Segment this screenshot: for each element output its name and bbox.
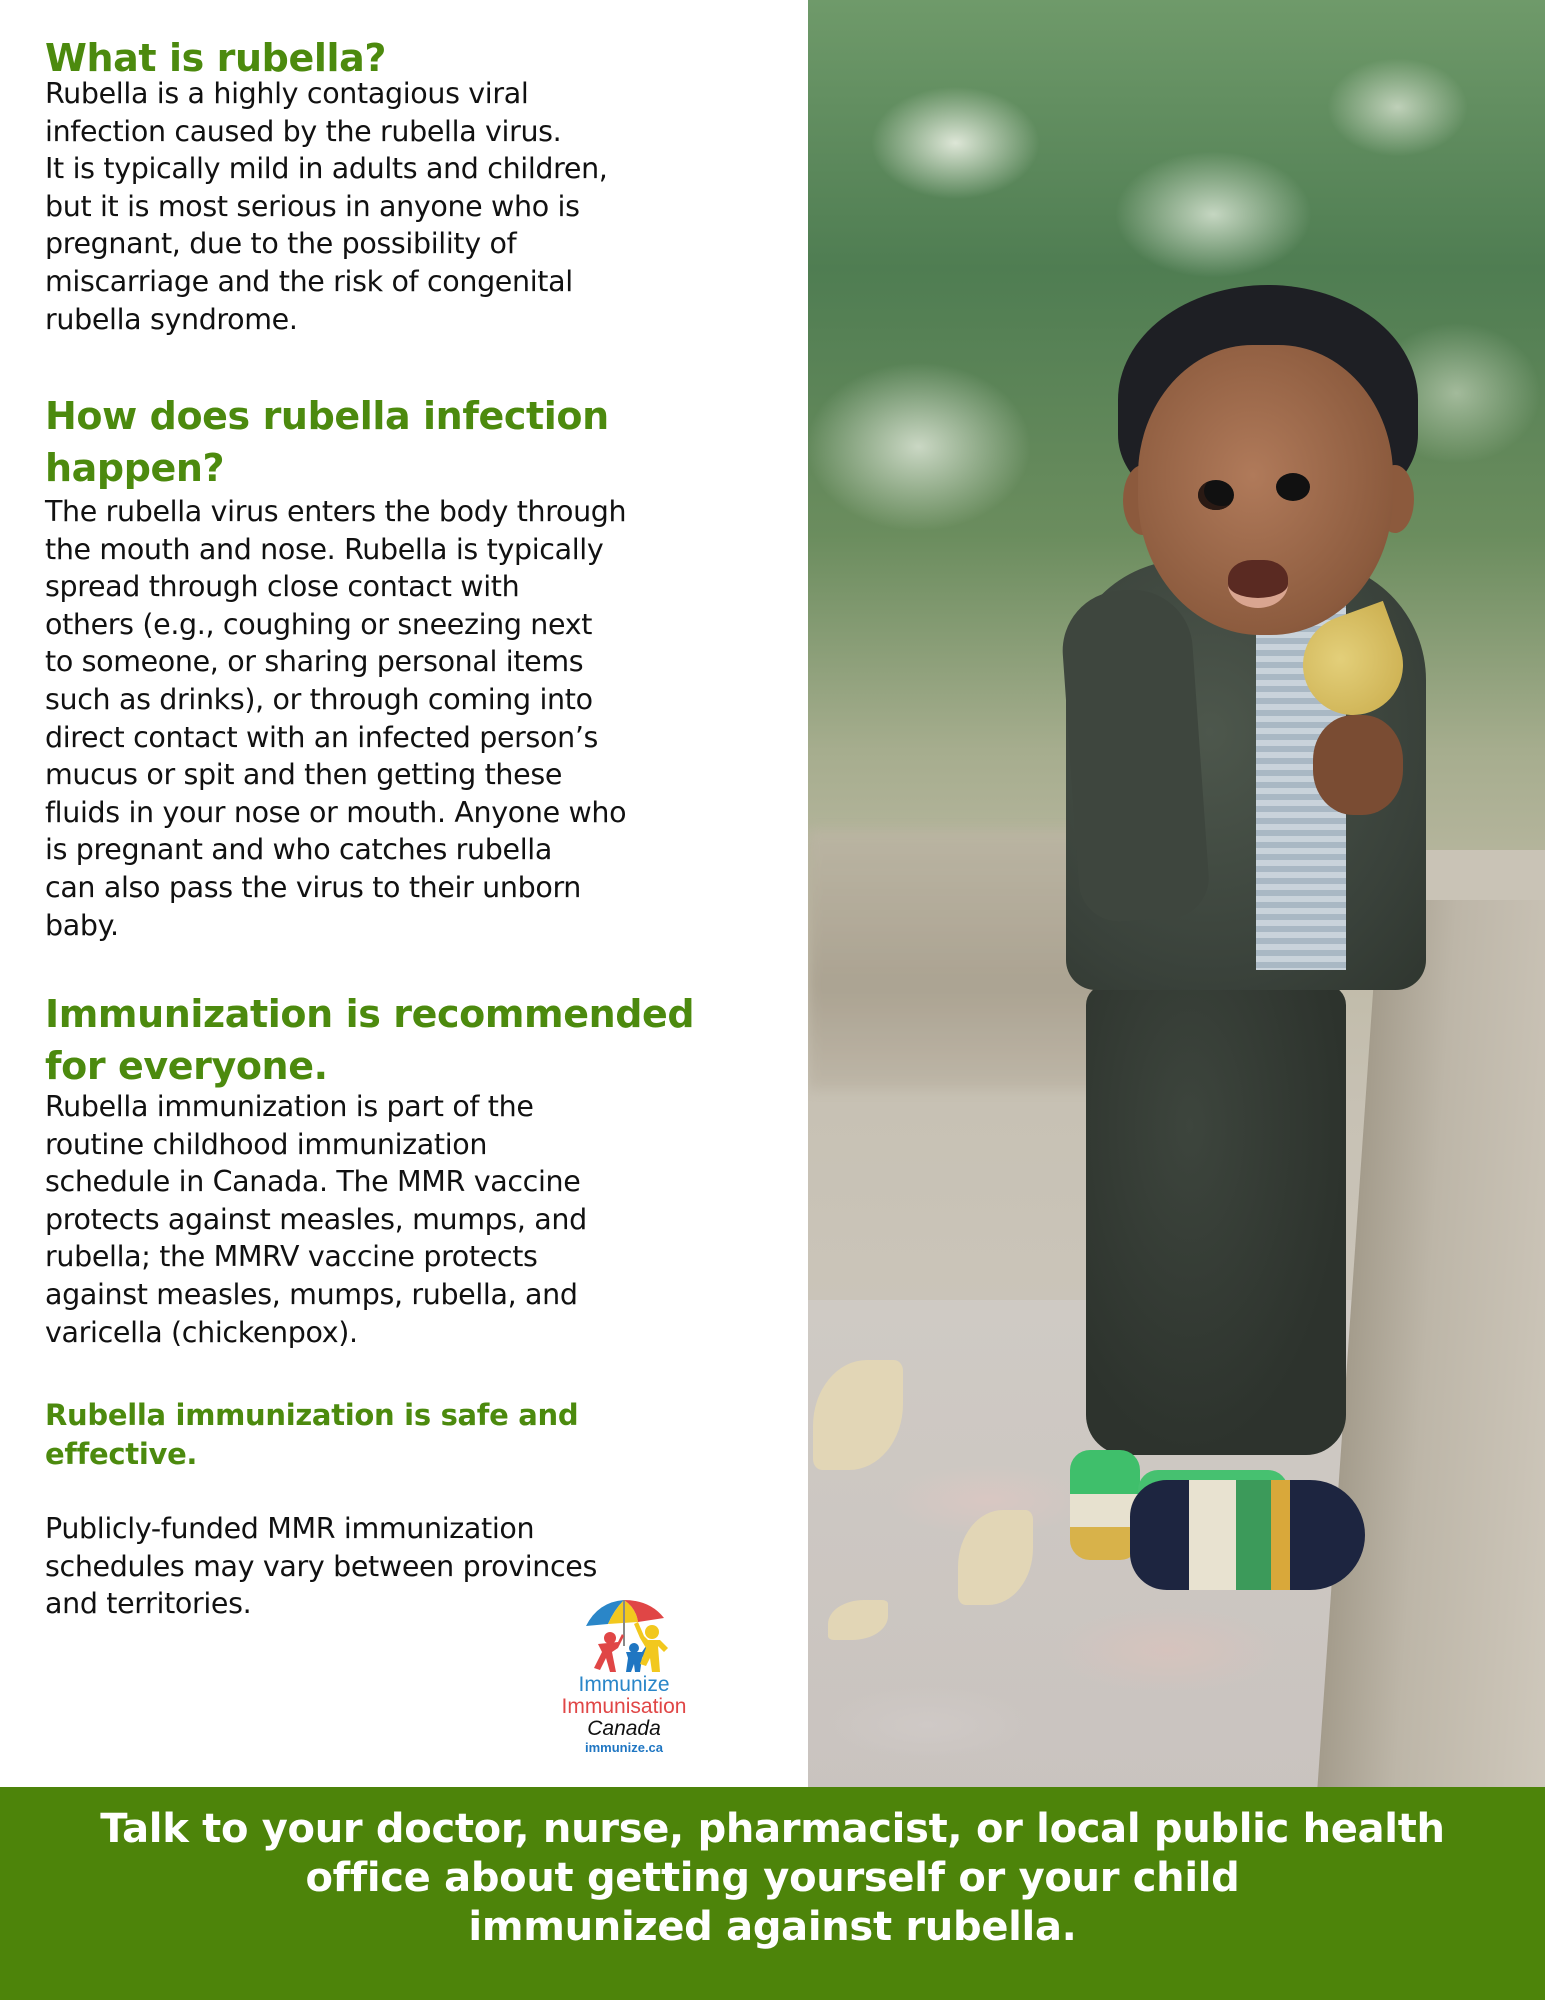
text-line: protects against measles, mumps, and [45,1202,587,1236]
toddler-pants [1086,985,1346,1455]
text-line: direct contact with an infected person’s [45,720,599,754]
paragraph-how-infection-happens [45,493,785,944]
heading-safe-and-effective [45,1396,785,1474]
text-line: routine childhood immunization [45,1127,488,1161]
text-line: can also pass the virus to their unborn [45,870,582,904]
text-line: and territories. [45,1587,252,1621]
banner-line: Talk to your doctor, nurse, pharmacist, or local public health [100,1806,1445,1852]
heading-line: happen? [45,446,225,490]
text-line: It is typically mild in adults and children, [45,152,608,186]
text-line: against measles, mumps, rubella, and [45,1277,578,1311]
immunize-canada-logo [538,1596,710,1766]
toddler-mouth [1228,560,1288,608]
text-line: mucus or spit and then getting these [45,758,563,792]
heading-how-infection-happens [45,390,785,494]
toddler-eye [1276,473,1310,501]
text-line: but it is most serious in anyone who is [45,189,580,223]
toddler-arm [1059,586,1212,924]
toddler-eye [1198,480,1234,510]
logo-text-canada: Canada [587,1717,661,1740]
text-line: The rubella virus enters the body through [45,495,627,528]
heading-line: What is rubella? [45,36,386,80]
text-line: Publicly-funded MMR immunization [45,1512,535,1545]
heading-line: for everyone. [45,1044,328,1088]
text-line: such as drinks), or through coming into [45,682,593,716]
text-line: fluids in your nose or mouth. Anyone who [45,795,627,829]
text-line: schedules may vary between provinces [45,1549,597,1583]
heading-line: Immunization is recommended [45,992,695,1036]
text-line: schedule in Canada. The MMR vaccine [45,1165,581,1199]
toddler-sock [1130,1480,1365,1590]
heading-line: effective. [45,1437,198,1471]
logo-url-link[interactable]: immunize.ca [584,1740,664,1755]
child-photo [808,0,1545,1787]
text-line: baby. [45,908,119,942]
text-line: is pregnant and who catches rubella [45,833,552,867]
text-line: rubella; the MMRV vaccine protects [45,1240,538,1274]
banner-line: office about getting yourself or your child [305,1855,1240,1901]
text-line: Rubella immunization is part of the [45,1090,534,1123]
paragraph-immunization-recommended [45,1088,785,1351]
text-line: pregnant, due to the possibility of [45,227,517,261]
paragraph-what-is-rubella [45,75,785,338]
text-line: Rubella is a highly contagious viral [45,77,529,110]
toddler-figure [808,0,1545,1787]
logo-text-immunisation: Immunisation [561,1695,687,1718]
call-to-action-banner [0,1787,1545,2000]
text-line: varicella (chickenpox). [45,1315,358,1349]
toddler-hand [1313,715,1403,815]
text-line: the mouth and nose. Rubella is typically [45,532,604,566]
call-to-action-text [0,1787,1545,1952]
umbrella-family-icon [538,1596,710,1674]
heading-line: How does rubella infection [45,394,609,438]
heading-line: Rubella immunization is safe and [45,1398,579,1432]
logo-text-immunize: Immunize [578,1673,670,1696]
text-line: miscarriage and the risk of congenital [45,264,573,298]
text-line: infection caused by the rubella virus. [45,114,562,148]
text-line: spread through close contact with [45,570,520,604]
banner-line: immunized against rubella. [468,1904,1077,1950]
text-line: rubella syndrome. [45,302,298,336]
heading-immunization-recommended [45,988,785,1092]
text-line: to someone, or sharing personal items [45,645,584,679]
text-line: others (e.g., coughing or sneezing next [45,607,593,641]
